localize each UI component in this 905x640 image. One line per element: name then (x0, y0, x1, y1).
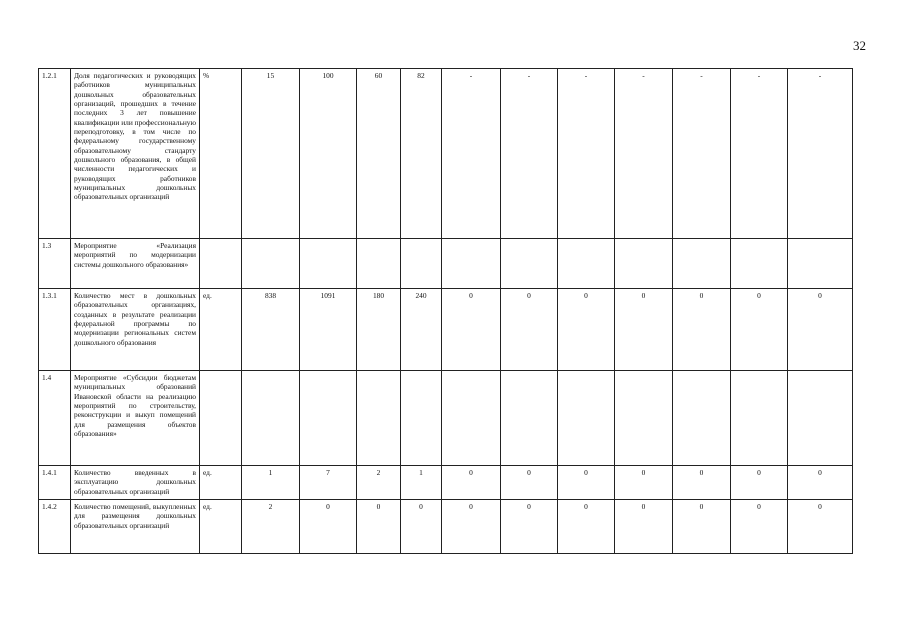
value-cell: 0 (615, 289, 673, 371)
value-cell (558, 239, 615, 289)
indicator-description-cell: Количество мест в дошкольных образовательных организациях, созданных в результате реализации федеральной программы по модернизации региональных систем дошкольного образования (71, 289, 200, 371)
value-cell: 0 (731, 500, 788, 554)
indicator-description-cell: Количество введенных в эксплуатацию дошкольных образовательных организаций (71, 466, 200, 500)
value-cell: 100 (300, 69, 357, 239)
value-cell: - (673, 69, 731, 239)
value-cell: 0 (788, 289, 853, 371)
value-cell: 0 (788, 466, 853, 500)
value-cell (300, 371, 357, 466)
value-cell: 0 (442, 466, 501, 500)
value-cell: 0 (442, 289, 501, 371)
value-cell: 838 (242, 289, 300, 371)
value-cell (673, 371, 731, 466)
value-cell: - (788, 69, 853, 239)
value-cell: 0 (401, 500, 442, 554)
value-cell (731, 371, 788, 466)
value-cell: 240 (401, 289, 442, 371)
table-row (39, 466, 853, 500)
table-body (39, 69, 853, 554)
value-cell: 0 (673, 289, 731, 371)
value-cell: 0 (788, 500, 853, 554)
value-cell: 0 (501, 466, 558, 500)
value-cell: 0 (558, 500, 615, 554)
row-number-cell: 1.4.1 (39, 466, 71, 500)
value-cell (615, 239, 673, 289)
unit-cell (200, 239, 242, 289)
value-cell: 0 (558, 466, 615, 500)
value-cell: 1 (242, 466, 300, 500)
indicator-description-cell: Мероприятие «Реализация мероприятий по модернизации системы дошкольного образования» (71, 239, 200, 289)
value-cell: 7 (300, 466, 357, 500)
value-cell (558, 371, 615, 466)
value-cell (442, 239, 501, 289)
indicator-description-cell: Доля педагогических и руководящих работников муниципальных дошкольных образовательных организаций, прошедших в течение последних 3 лет повышение квалификации или профессиональную переподготовку, в том числе по федеральному государственному образовательному стандарту дошкольного образования, в общей численности педагогических и руководящих работников муниципальных дошкольных образовательных организаций (71, 69, 200, 239)
value-cell: 0 (615, 500, 673, 554)
row-number-cell: 1.2.1 (39, 69, 71, 239)
value-cell: 0 (731, 289, 788, 371)
value-cell: 2 (357, 466, 401, 500)
value-cell (242, 371, 300, 466)
value-cell: - (731, 69, 788, 239)
value-cell: - (615, 69, 673, 239)
value-cell (673, 239, 731, 289)
unit-cell: ед. (200, 500, 242, 554)
value-cell: 1 (401, 466, 442, 500)
indicator-description-cell: Мероприятие «Субсидии бюджетам муниципальных образований Ивановской области на реализацию мероприятий по строительству, реконструкции и выкуп помещений для размещения объектов образования» (71, 371, 200, 466)
value-cell: 0 (501, 500, 558, 554)
value-cell: 60 (357, 69, 401, 239)
value-cell (501, 239, 558, 289)
value-cell: 15 (242, 69, 300, 239)
value-cell (300, 239, 357, 289)
value-cell: - (558, 69, 615, 239)
value-cell (442, 371, 501, 466)
value-cell: 0 (673, 466, 731, 500)
table-row (39, 69, 853, 239)
value-cell: 0 (442, 500, 501, 554)
value-cell: 0 (615, 466, 673, 500)
table-row (39, 371, 853, 466)
value-cell: 0 (501, 289, 558, 371)
value-cell: 0 (731, 466, 788, 500)
table-row (39, 239, 853, 289)
unit-cell (200, 371, 242, 466)
value-cell (401, 371, 442, 466)
value-cell: 2 (242, 500, 300, 554)
value-cell: 0 (558, 289, 615, 371)
row-number-cell: 1.3 (39, 239, 71, 289)
value-cell (357, 371, 401, 466)
value-cell: 82 (401, 69, 442, 239)
table-row (39, 289, 853, 371)
value-cell: 0 (673, 500, 731, 554)
value-cell (242, 239, 300, 289)
value-cell: 180 (357, 289, 401, 371)
value-cell: 0 (300, 500, 357, 554)
indicator-description-cell: Количество помещений, выкупленных для размещения дошкольных образовательных организаций (71, 500, 200, 554)
indicators-table (38, 68, 853, 554)
row-number-cell: 1.3.1 (39, 289, 71, 371)
value-cell (401, 239, 442, 289)
value-cell (615, 371, 673, 466)
value-cell (357, 239, 401, 289)
unit-cell: ед. (200, 289, 242, 371)
value-cell: 0 (357, 500, 401, 554)
value-cell (788, 239, 853, 289)
row-number-cell: 1.4.2 (39, 500, 71, 554)
table-row (39, 500, 853, 554)
value-cell: - (501, 69, 558, 239)
value-cell (501, 371, 558, 466)
value-cell (788, 371, 853, 466)
unit-cell: ед. (200, 466, 242, 500)
row-number-cell: 1.4 (39, 371, 71, 466)
value-cell: - (442, 69, 501, 239)
page-number: 32 (853, 38, 866, 53)
unit-cell: % (200, 69, 242, 239)
value-cell (731, 239, 788, 289)
value-cell: 1091 (300, 289, 357, 371)
